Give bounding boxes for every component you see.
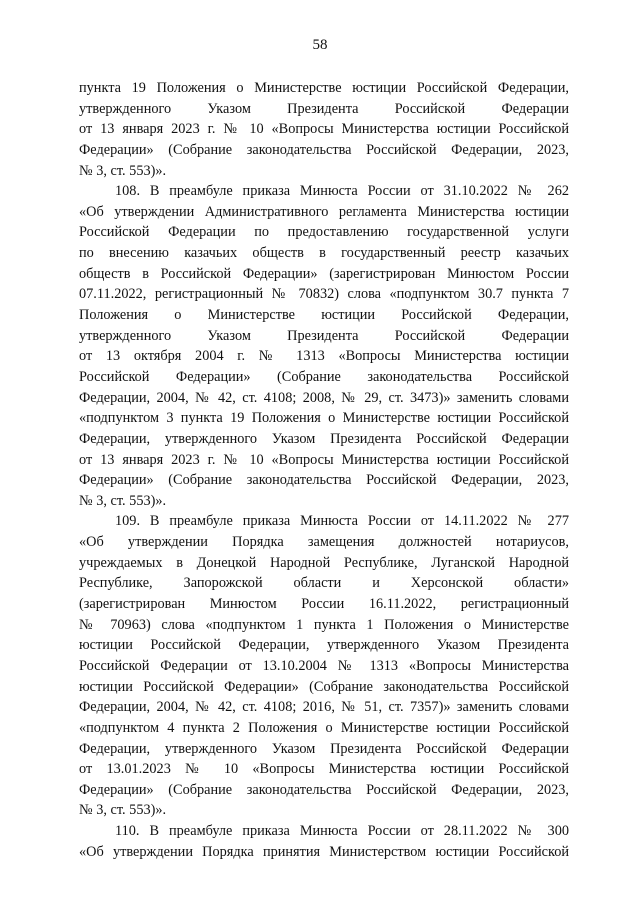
document-body	[79, 78, 569, 862]
text-line: утвержденного Указом Президента Российской Федерации	[79, 100, 569, 117]
text-line: обществ в Российской Федерации» (зарегистрирован Минюстом России	[79, 265, 569, 282]
text-line: 07.11.2022, регистрационный № 70832) слова «подпунктом 30.7 пункта 7	[79, 286, 569, 303]
text-line: «Об утверждении Административного регламента Министерства юстиции	[79, 203, 569, 220]
text-line: юстиции Российской Федерации» (Собрание законодательства Российской	[79, 678, 569, 695]
text-line: 109. В преамбуле приказа Минюста России от 14.11.2022 № 277	[115, 513, 569, 530]
text-line: Российской Федерации» (Собрание законодательства Российской	[79, 368, 569, 385]
text-line: пункта 19 Положения о Министерстве юстиции Российской Федерации,	[79, 80, 569, 96]
text-line: 108. В преамбуле приказа Минюста России от 31.10.2022 № 262	[115, 183, 569, 200]
text-line: Федерации» (Собрание законодательства Российской Федерации, 2023,	[79, 141, 569, 158]
text-line: 110. В преамбуле приказа Минюста России от 28.11.2022 № 300	[115, 823, 569, 840]
text-line: (зарегистрирован Минюстом России 16.11.2022, регистрационный	[79, 596, 569, 613]
page-number: 58	[312, 37, 328, 53]
text-line: Положения о Министерстве юстиции Российской Федерации,	[79, 307, 569, 324]
text-line: «подпунктом 4 пункта 2 Положения о Министерстве юстиции Российской	[79, 719, 569, 736]
text-line: от 13 января 2023 г. № 10 «Вопросы Министерства юстиции Российской	[79, 451, 569, 468]
text-line: Федерации, утвержденного Указом Президента Российской Федерации	[79, 430, 569, 447]
text-line: «Об утверждении Порядка принятия Министерством юстиции Российской	[79, 843, 569, 860]
text-line: «подпунктом 3 пункта 19 Положения о Министерстве юстиции Российской	[79, 410, 569, 427]
text-line: утвержденного Указом Президента Российской Федерации	[79, 327, 569, 344]
text-line: Федерации, 2004, № 42, ст. 4108; 2016, № 51, ст. 7357)» заменить словами	[79, 699, 569, 716]
text-line: юстиции Российской Федерации, утвержденного Указом Президента	[79, 637, 569, 654]
text-line: № 70963) слова «подпунктом 1 пункта 1 Положения о Министерстве	[79, 616, 569, 633]
text-line: Российской Федерации по предоставлению государственной услуги	[79, 224, 569, 241]
text-line: № 3, ст. 553)».	[79, 802, 167, 819]
text-line: Республике, Запорожской области и Херсонской области»	[79, 575, 569, 592]
text-line: Федерации, утвержденного Указом Президента Российской Федерации	[79, 740, 569, 757]
text-line: «Об утверждении Порядка замещения должностей нотариусов,	[79, 534, 569, 551]
text-line: от 13 октября 2004 г. № 1313 «Вопросы Министерства юстиции	[79, 348, 569, 365]
text-line: от 13 января 2023 г. № 10 «Вопросы Министерства юстиции Российской	[79, 121, 569, 138]
text-line: Российской Федерации от 13.10.2004 № 1313 «Вопросы Министерства	[79, 657, 569, 674]
text-line: № 3, ст. 553)».	[79, 162, 167, 179]
text-line: по внесению казачьих обществ в государственный реестр казачьих	[79, 245, 569, 262]
text-line: Федерации, 2004, № 42, ст. 4108; 2008, № 29, ст. 3473)» заменить словами	[79, 389, 569, 406]
text-line: от 13.01.2023 № 10 «Вопросы Министерства юстиции Российской	[79, 761, 569, 778]
text-line: Федерации» (Собрание законодательства Российской Федерации, 2023,	[79, 781, 569, 798]
text-line: Федерации» (Собрание законодательства Российской Федерации, 2023,	[79, 472, 569, 489]
text-line: учреждаемых в Донецкой Народной Республике, Луганской Народной	[79, 554, 569, 571]
text-line: № 3, ст. 553)».	[79, 492, 167, 509]
